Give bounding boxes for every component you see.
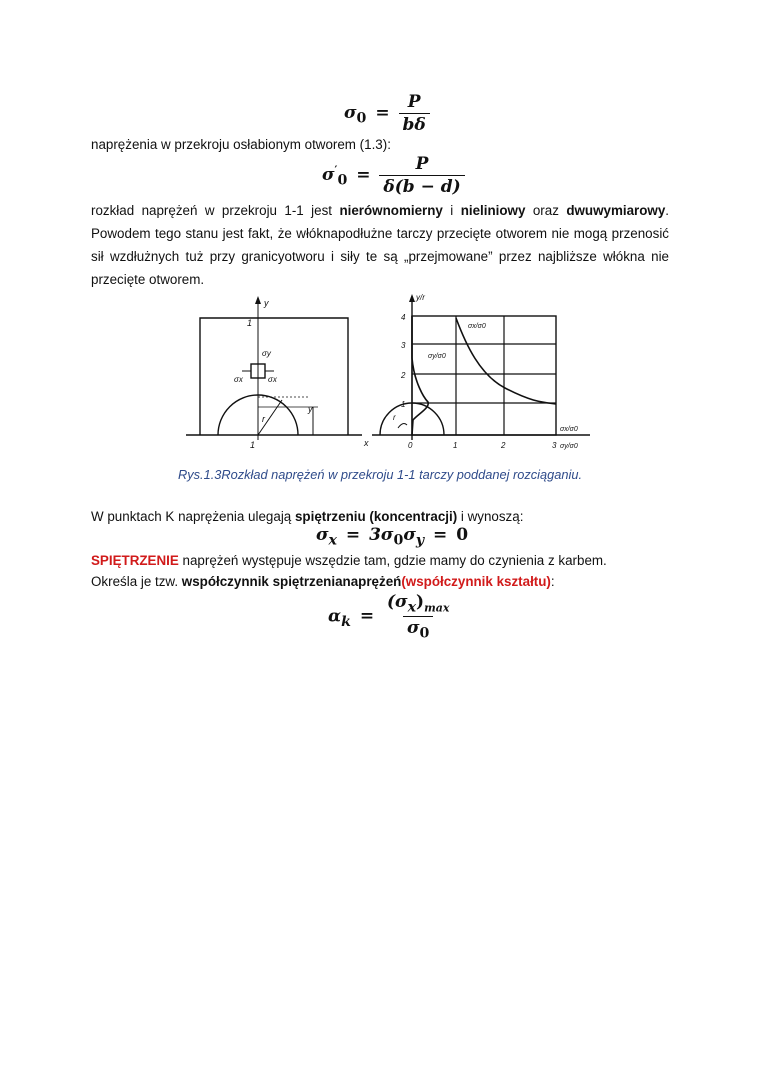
formula-subscript: 0: [356, 110, 367, 127]
formula-alpha-k: [328, 592, 453, 642]
formula-symbol: σ: [316, 525, 329, 545]
formula-sigma0-prime: [322, 154, 465, 197]
formula-sigma-x: [316, 525, 468, 548]
section-label-top: 1: [247, 318, 253, 328]
curve-label-sigma-x: σx/σ0: [468, 323, 486, 330]
fraction-numerator: [383, 592, 453, 616]
radius-label: r: [262, 414, 265, 424]
bold-term: dwuwymiarowy: [566, 203, 666, 218]
fraction-numerator: P: [407, 92, 421, 112]
formula-subscript: 0: [419, 625, 430, 642]
fraction-numerator: P: [415, 154, 429, 174]
chart-x-axis-label-2: σy/σ0: [560, 443, 578, 450]
formula-subscript: y: [415, 532, 425, 549]
formula-subscript: 0: [337, 172, 348, 189]
left-y-label: y: [264, 298, 269, 308]
sigma-y-label: σy: [262, 349, 271, 358]
sigma-x-left-label: σx: [234, 375, 243, 384]
fraction: [399, 92, 430, 135]
stress-distribution-figure: [0, 290, 760, 460]
equals-sign: =: [359, 606, 375, 627]
paragraph-4: [91, 549, 669, 572]
text-span: Określa je tzw.: [91, 574, 182, 589]
formula-symbol: α: [328, 606, 342, 627]
equals-sign: =: [375, 103, 390, 123]
chart-frame: [412, 316, 556, 435]
formula-term: σ: [403, 525, 416, 545]
section-label-bottom: 1: [250, 440, 256, 450]
chart-y-axis-label: y/r: [416, 293, 425, 302]
text-line-1: [91, 133, 669, 156]
formula-symbol: σ: [322, 165, 335, 185]
formula-symbol: σ: [344, 103, 357, 123]
text-span: . Powodem tego stanu jest fakt, że włóknapodłużne tarczy przecięte otworem nie mogą przenosić sił wzdłużnych tuż przy granicyotworu i siły te są „przejmowane” przez najbliższe włókna nie przecięte otworem.: [91, 203, 670, 287]
sigma-x-curve: [456, 318, 556, 404]
y-axis-arrow: [255, 296, 261, 304]
formula-subscript: k: [341, 613, 351, 630]
y-tick-1: 1: [401, 400, 406, 409]
formula-subscript: x: [407, 599, 417, 616]
formula-term: ): [416, 592, 425, 612]
plate-diagram: [186, 296, 362, 440]
text-span: i wynoszą:: [457, 509, 524, 524]
formula-term: (σ: [387, 592, 408, 612]
chart-radius-label: r: [393, 413, 396, 422]
x-tick-3: 3: [552, 441, 557, 450]
y-tick-3: 3: [401, 341, 406, 350]
y-tick-2: 2: [401, 371, 406, 380]
sigma-x-right-label: σx: [268, 375, 277, 384]
figure-caption: Rys.1.3Rozkład naprężeń w przekroju 1-1 tarczy poddanej rozciąganiu.: [177, 467, 583, 482]
x-tick-2: 2: [501, 441, 506, 450]
bold-term: współczynnik spiętrzenianaprężeń: [181, 574, 402, 589]
paragraph-5: [91, 570, 669, 593]
left-x-label: x: [364, 438, 369, 448]
highlight-term: SPIĘTRZENIE: [91, 553, 179, 568]
chart-y-arrow: [409, 294, 415, 302]
bold-term: nierównomierny: [339, 203, 443, 218]
highlight-term: (współczynnik kształtu): [401, 574, 551, 589]
formula-subscript: x: [328, 532, 337, 549]
text-span: W punktach K naprężenia ulegają: [91, 509, 295, 524]
bold-term: spiętrzeniu (koncentracji): [294, 509, 458, 524]
radius-arrow: [398, 424, 407, 428]
formula-subscript: 0: [393, 532, 404, 549]
text-span: naprężeń występuje wszędzie tam, gdzie mamy do czynienia z karbem.: [178, 553, 607, 568]
formula-sigma0: [344, 92, 430, 135]
equals-sign: =: [433, 525, 448, 545]
fraction: [383, 592, 453, 642]
fraction-denominator: [403, 616, 433, 641]
sigma-y-curve: [412, 316, 428, 435]
prime-mark: ′: [334, 163, 338, 177]
curve-label-sigma-y: σy/σ0: [428, 353, 446, 360]
formula-term: 0: [456, 525, 469, 545]
fraction-denominator: δ(b − d): [379, 175, 464, 197]
formula-term: σ: [407, 618, 420, 639]
text-span: oraz: [525, 203, 567, 218]
fraction: [379, 154, 464, 197]
equals-sign: =: [356, 165, 371, 185]
text-span: naprężenia w przekroju osłabionym otworem (1.3):: [91, 137, 391, 152]
text-span: :: [550, 574, 555, 589]
chart-x-axis-label: σx/σ0: [560, 426, 578, 433]
y-dim-label: y: [308, 404, 313, 414]
text-span: rozkład naprężeń w przekroju 1-1 jest: [91, 203, 340, 218]
fraction-denominator: bδ: [399, 113, 430, 135]
x-tick-1: 1: [453, 441, 458, 450]
bold-term: nieliniowy: [460, 203, 526, 218]
formula-term: 3σ: [369, 525, 394, 545]
equals-sign: =: [345, 525, 361, 545]
y-tick-4: 4: [401, 313, 406, 322]
x-tick-0: 0: [408, 441, 413, 450]
text-span: i: [442, 203, 461, 218]
paragraph-2: [91, 199, 669, 291]
formula-subscript: max: [424, 601, 450, 615]
